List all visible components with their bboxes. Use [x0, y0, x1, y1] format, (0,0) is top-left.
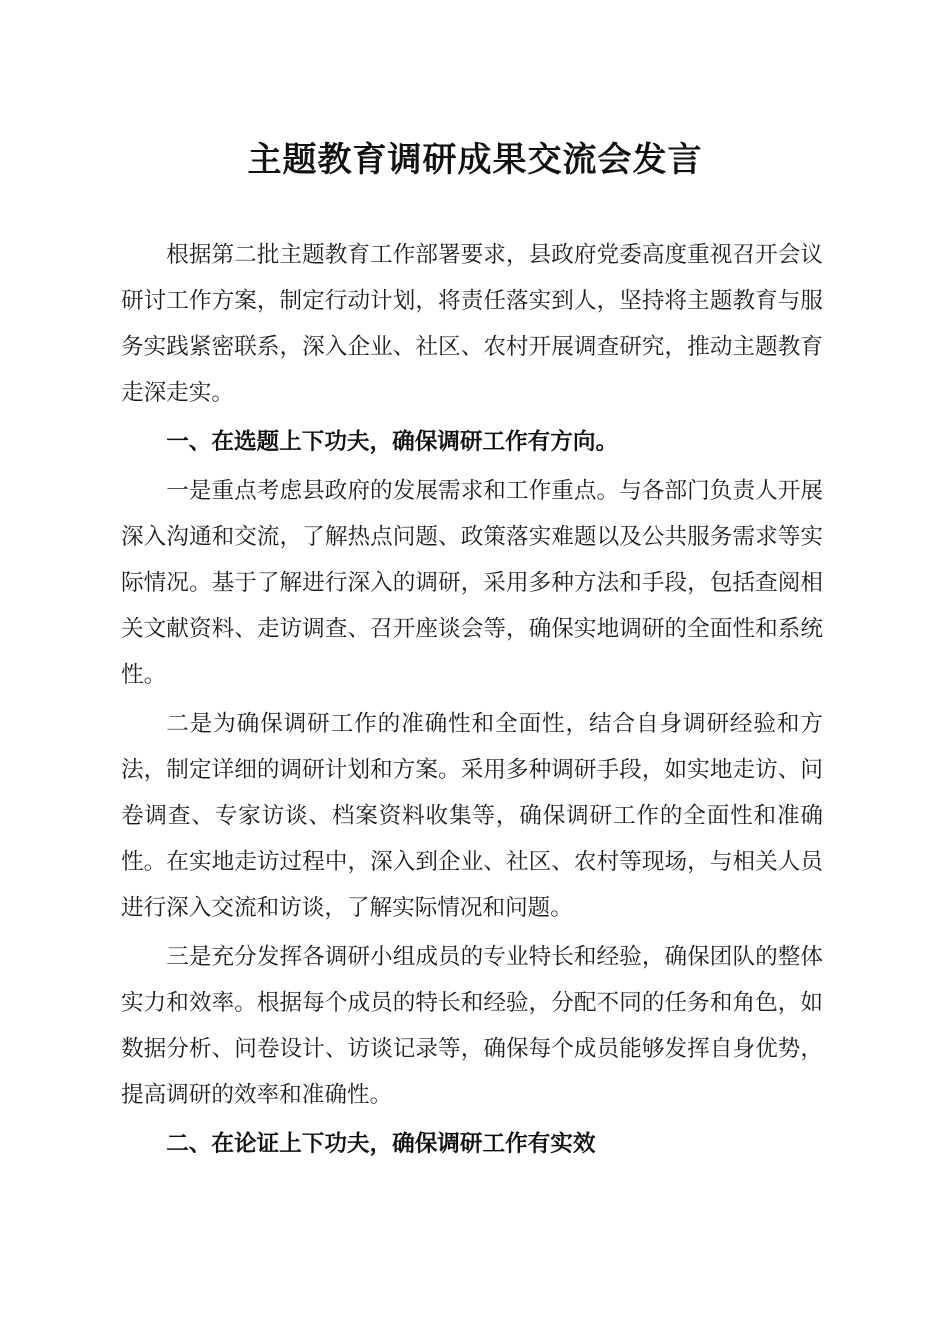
- section-1-paragraph-3: 三是充分发挥各调研小组成员的专业特长和经验，确保团队的整体实力和效率。根据每个成员的特长和经验，分配不同的任务和角色，如数据分析、问卷设计、访谈记录等，确保每个成员能够发挥自身优势，提高调研的效率和准确性。: [121, 944, 823, 1108]
- section-2-heading: 二、在论证上下功夫，确保调研工作有实效: [166, 1131, 596, 1157]
- intro-paragraph: 根据第二批主题教育工作部署要求，县政府党委高度重视召开会议研讨工作方案，制定行动计划，将责任落实到人，坚持将主题教育与服务实践紧密联系，深入企业、社区、农村开展调查研究，推动主题教育走深走实。: [121, 242, 823, 406]
- section-1-paragraph-2: 二是为确保调研工作的准确性和全面性，结合自身调研经验和方法，制定详细的调研计划和方案。采用多种调研手段，如实地走访、问卷调查、专家访谈、档案资料收集等，确保调研工作的全面性和准确性。在实地走访过程中，深入到企业、社区、农村等现场，与相关人员进行深入交流和访谈，了解实际情况和问题。: [121, 711, 823, 921]
- document-body: [121, 232, 823, 1167]
- document-title: 主题教育调研成果交流会发言: [247, 140, 703, 180]
- section-1-paragraph-1: 一是重点考虑县政府的发展需求和工作重点。与各部门负责人开展深入沟通和交流，了解热点问题、政策落实难题以及公共服务需求等实际情况。基于了解进行深入的调研，采用多种方法和手段，包括查阅相关文献资料、走访调查、召开座谈会等，确保实地调研的全面性和系统性。: [121, 478, 823, 688]
- section-1-heading: 一、在选题上下功夫，确保调研工作有方向。: [166, 429, 619, 455]
